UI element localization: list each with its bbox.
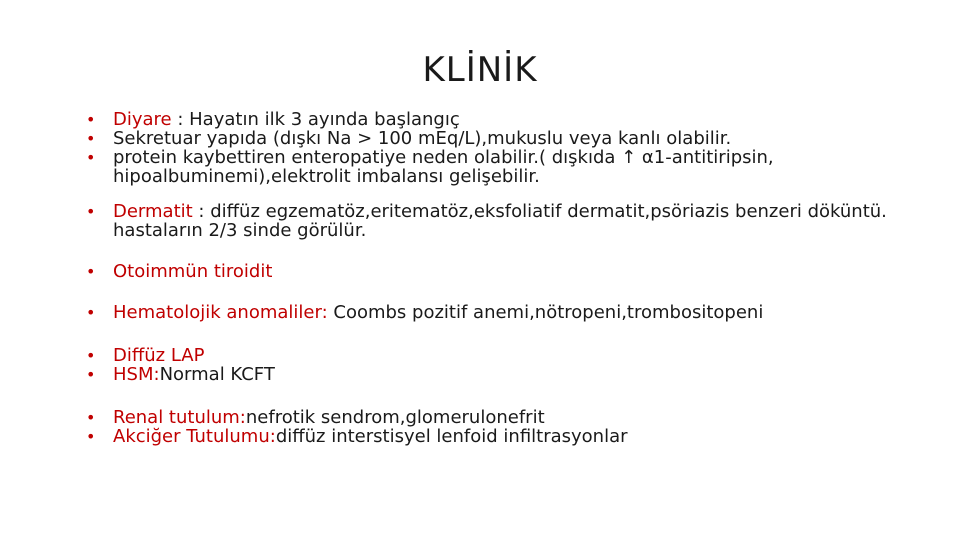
bullet-text: diffüz interstisyel lenfoid infiltrasyonlar	[275, 426, 628, 447]
bullet-label: Diyare	[113, 109, 172, 130]
bullet-item	[86, 110, 926, 129]
bullet-item	[86, 303, 926, 322]
bullet-group-dermatitis	[86, 202, 926, 240]
bullet-item	[86, 129, 926, 148]
bullet-label: Renal tutulum:	[113, 407, 246, 428]
bullet-text: protein kaybettiren enteropatiye neden olabilir.( dışkıda ↑ α1-antitiripsin, hipoalbuminemi),elektrolit imbalansı gelişebilir.	[113, 147, 774, 187]
bullet-item	[86, 148, 926, 186]
bullet-group-lap-hsm	[86, 346, 926, 384]
bullet-text: Coombs pozitif anemi,nötropeni,trombositopeni	[327, 302, 764, 323]
slide-title: KLİNİK	[422, 50, 538, 90]
bullet-item	[86, 202, 926, 240]
bullet-item	[86, 408, 926, 427]
bullet-group-diarrhea	[86, 110, 926, 186]
bullet-label: Akciğer Tutulumu:	[113, 426, 276, 447]
bullet-group-thyroiditis	[86, 262, 926, 281]
bullet-item	[86, 346, 926, 365]
bullet-text: Sekretuar yapıda (dışkı Na > 100 mEq/L),mukuslu veya kanlı olabilir.	[113, 128, 732, 149]
bullet-text: Normal KCFT	[159, 364, 275, 385]
bullet-label: Otoimmün tiroidit	[113, 261, 273, 282]
bullet-item	[86, 427, 926, 446]
bullet-group-hematologic	[86, 303, 926, 322]
bullet-item	[86, 262, 926, 281]
bullet-label: Diffüz LAP	[113, 345, 205, 366]
bullet-label: HSM:	[113, 364, 160, 385]
bullet-label: Hematolojik anomaliler:	[113, 302, 328, 323]
bullet-group-renal-lung	[86, 408, 926, 446]
bullet-text: : diffüz egzematöz,eritematöz,eksfoliatif dermatit,psöriazis benzeri döküntü. hastaların 2/3 sinde görülür.	[113, 201, 887, 241]
bullet-label: Dermatit	[113, 201, 193, 222]
bullet-text: : Hayatın ilk 3 ayında başlangıç	[171, 109, 460, 130]
bullet-list	[86, 110, 926, 460]
bullet-item	[86, 365, 926, 384]
bullet-text: nefrotik sendrom,glomerulonefrit	[245, 407, 545, 428]
